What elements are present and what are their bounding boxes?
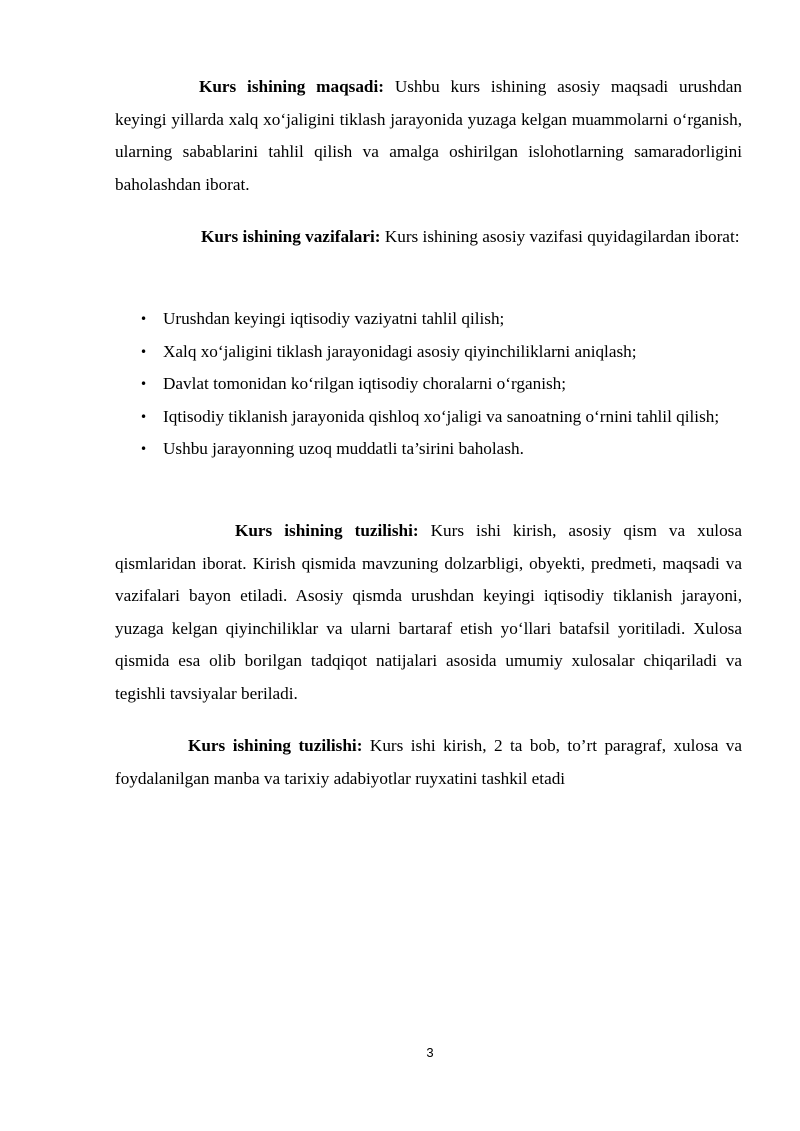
structure-heading: Kurs ishining tuzilishi:	[235, 521, 419, 540]
tasks-heading: Kurs ishining vazifalari:	[201, 227, 381, 246]
tasks-intro-text: Kurs ishining asosiy vazifasi quyidagilardan iborat:	[384, 227, 740, 246]
structure-summary-paragraph	[115, 730, 742, 795]
bullet-icon: •	[140, 442, 148, 457]
goal-paragraph	[115, 71, 742, 201]
structure-summary-heading: Kurs ishining tuzilishi:	[188, 736, 363, 755]
list-item-text: Ushbu jarayonning uzoq muddatli ta’sirini baholash.	[163, 439, 524, 459]
page-number: 3	[426, 1045, 434, 1060]
tasks-list	[115, 303, 742, 466]
bullet-icon: •	[140, 344, 148, 359]
list-item-text: Urushdan keyingi iqtisodiy vaziyatni tahlil qilish;	[163, 309, 505, 328]
list-item	[115, 433, 742, 466]
bullet-icon: •	[140, 409, 148, 424]
tasks-paragraph	[115, 221, 742, 254]
list-item	[115, 368, 742, 401]
list-item	[115, 303, 742, 336]
list-item-text: Xalq xo‘jaligini tiklash jarayonidagi asosiy qiyinchiliklarni aniqlash;	[163, 341, 637, 361]
list-item-text: Iqtisodiy tiklanish jarayonida qishloq xo‘jaligi va sanoatning o‘rnini tahlil qilish;	[163, 406, 720, 426]
structure-text: Kurs ishi kirish, asosiy qism va xulosa qismlaridan iborat. Kirish qismida mavzuning dolzarbligi, obyekti, predmeti, maqsadi va vazifalari bayon etiladi. Asosiy qismda urushdan keyingi iqtisodiy tiklanish jarayoni, yuzaga kelgan qiyinchiliklar va ularni bartaraf etish yo‘llari batafsil yoritiladi. Xulosa qismida esa olib borilgan tadqiqot natijalari asosida umumiy xulosalar chiqariladi va tegishli tavsiyalar beriladi.	[115, 521, 742, 703]
list-item	[115, 336, 742, 369]
list-item-text: Davlat tomonidan ko‘rilgan iqtisodiy choralarni o‘rganish;	[163, 374, 567, 394]
bullet-icon: •	[140, 377, 148, 392]
structure-paragraph	[115, 515, 742, 711]
bullet-icon: •	[140, 312, 148, 326]
goal-text: Ushbu kurs ishining asosiy maqsadi urushdan keyingi yillarda xalq xo‘jaligini tiklash jarayonida yuzaga kelgan muammolarni o‘rganish, ularning sabablarini tahlil qilish va amalga oshirilgan islohotlarning samaradorligini baholashdan iborat.	[115, 77, 743, 194]
goal-heading: Kurs ishining maqsadi:	[199, 77, 384, 96]
structure-summary-text: Kurs ishi kirish, 2 ta bob, to’rt paragraf, xulosa va foydalanilgan manba va tarixiy adabiyotlar ruyxatini tashkil etadi	[115, 736, 743, 788]
list-item	[115, 401, 742, 434]
